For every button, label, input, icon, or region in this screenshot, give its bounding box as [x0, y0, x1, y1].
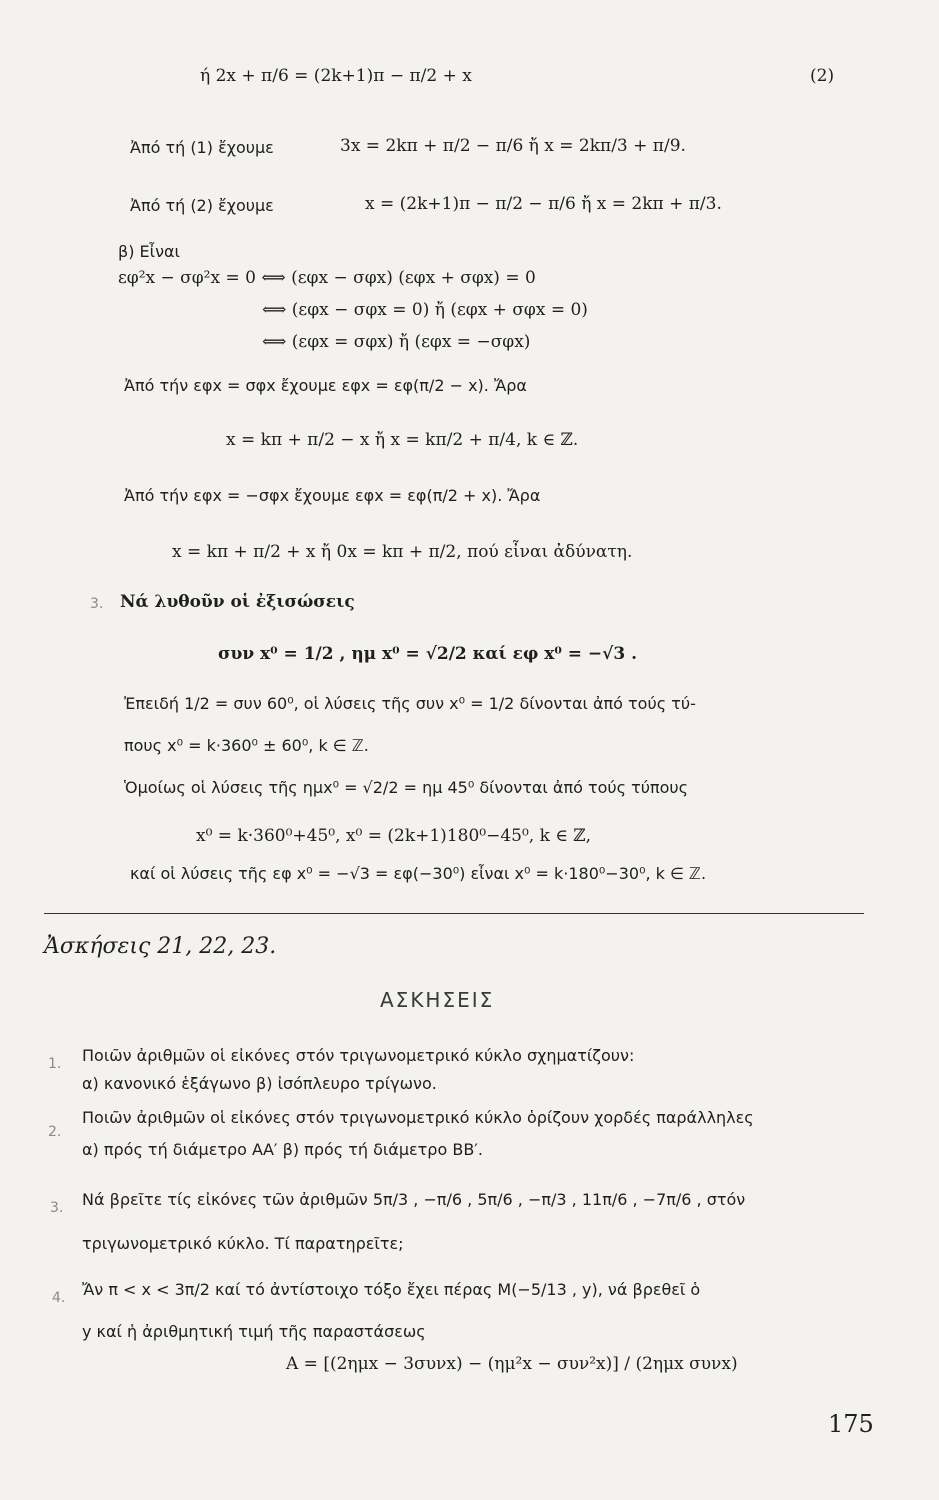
eq-line: συν x⁰ = 1/2 , ημ x⁰ = √2/2 καί εφ x⁰ = −√3 .: [218, 644, 638, 664]
exercise-text: Ποιῶν ἀριθμῶν οἱ εἰκόνες στόν τριγωνομετρικό κύκλο σχηματίζουν:: [82, 1046, 635, 1065]
exercise-text: y καί ἡ ἀριθμητική τιμή τῆς παραστάσεως: [82, 1322, 426, 1341]
item-number: 3.: [90, 596, 104, 612]
exercise-text: α) κανονικό ἑξάγωνο β) ἰσόπλευρο τρίγωνο.: [82, 1074, 437, 1093]
eq-line: 3x = 2kπ + π/2 − π/6 ἤ x = 2kπ/3 + π/9.: [340, 136, 686, 156]
exercise-text: Ἄν π < x < 3π/2 καί τό ἀντίστοιχο τόξο ἔχει πέρας Μ(−5/13 , y), νά βρεθεῖ ὁ: [82, 1280, 701, 1299]
text-line: Ἀπό τήν εφx = −σφx ἔχουμε εφx = εφ(π/2 + x). Ἄρα: [124, 486, 541, 505]
divider: [44, 913, 864, 914]
eq-number-2: (2): [810, 66, 835, 86]
exercise-text: τριγωνομετρικό κύκλο. Τί παρατηρεῖτε;: [82, 1234, 404, 1253]
exercise-text: Νά βρεῖτε τίς εἰκόνες τῶν ἀριθμῶν 5π/3 , −π/6 , 5π/6 , −π/3 , 11π/6 , −7π/6 , στόν: [82, 1190, 746, 1209]
item-number: 3.: [50, 1200, 64, 1216]
eq-line: x = (2k+1)π − π/2 − π/6 ἤ x = 2kπ + π/3.: [365, 194, 722, 214]
section-title: ΑΣΚΗΣΕΙΣ: [380, 988, 495, 1012]
exercise-text: Ποιῶν ἀριθμῶν οἱ εἰκόνες στόν τριγωνομετρικό κύκλο ὁρίζουν χορδές παράλληλες: [82, 1108, 754, 1127]
text-line: πους x⁰ = k·360⁰ ± 60⁰, k ∈ ℤ.: [124, 736, 369, 755]
item-number: 2.: [48, 1124, 62, 1140]
eq-line: ⟺ (εφx = σφx) ἤ (εφx = −σφx): [262, 332, 531, 352]
eq-line: x⁰ = k·360⁰+45⁰, x⁰ = (2k+1)180⁰−45⁰, k ∈ ℤ,: [196, 826, 592, 846]
text-line: καί οἱ λύσεις τῆς εφ x⁰ = −√3 = εφ(−30⁰) εἶναι x⁰ = k·180⁰−30⁰, k ∈ ℤ.: [130, 864, 707, 883]
item-number: 1.: [48, 1056, 62, 1072]
text-line: β) Εἶναι: [118, 242, 180, 261]
eq-line: x = kπ + π/2 − x ἤ x = kπ/2 + π/4, k ∈ ℤ.: [226, 430, 579, 450]
eq-line: x = kπ + π/2 + x ἤ 0x = kπ + π/2, πού εἶναι ἀδύνατη.: [172, 542, 633, 562]
text-line: Ἀπό τή (1) ἔχουμε: [130, 138, 274, 157]
eq-line: Α = [(2ημx − 3συνx) − (ημ²x − συν²x)] / (2ημx συνx): [286, 1354, 738, 1374]
eq-line: ⟺ (εφx − σφx = 0) ἤ (εφx + σφx = 0): [262, 300, 588, 320]
text-line: Ἐπειδή 1/2 = συν 60⁰, οἱ λύσεις τῆς συν x⁰ = 1/2 δίνονται ἀπό τούς τύ-: [124, 694, 696, 713]
eq-line: εφ²x − σφ²x = 0 ⟺ (εφx − σφx) (εφx + σφx) = 0: [118, 268, 536, 288]
text-line: Ὁμοίως οἱ λύσεις τῆς ημx⁰ = √2/2 = ημ 45⁰ δίνονται ἀπό τούς τύπους: [124, 778, 689, 797]
exercise-heading: Νά λυθοῦν οἱ ἐξισώσεις: [120, 592, 355, 612]
item-number: 4.: [52, 1290, 66, 1306]
page-number: 175: [828, 1410, 874, 1438]
exercises-reference: Ἀσκήσεις 21, 22, 23.: [44, 934, 277, 959]
text-line: Ἀπό τή (2) ἔχουμε: [130, 196, 274, 215]
text-line: Ἀπό τήν εφx = σφx ἔχουμε εφx = εφ(π/2 − x). Ἄρα: [124, 376, 527, 395]
eq-line-1: ή 2x + π/6 = (2k+1)π − π/2 + x: [200, 66, 472, 86]
exercise-text: α) πρός τή διάμετρο ΑΑ′ β) πρός τή διάμετρο ΒΒ′.: [82, 1140, 484, 1159]
